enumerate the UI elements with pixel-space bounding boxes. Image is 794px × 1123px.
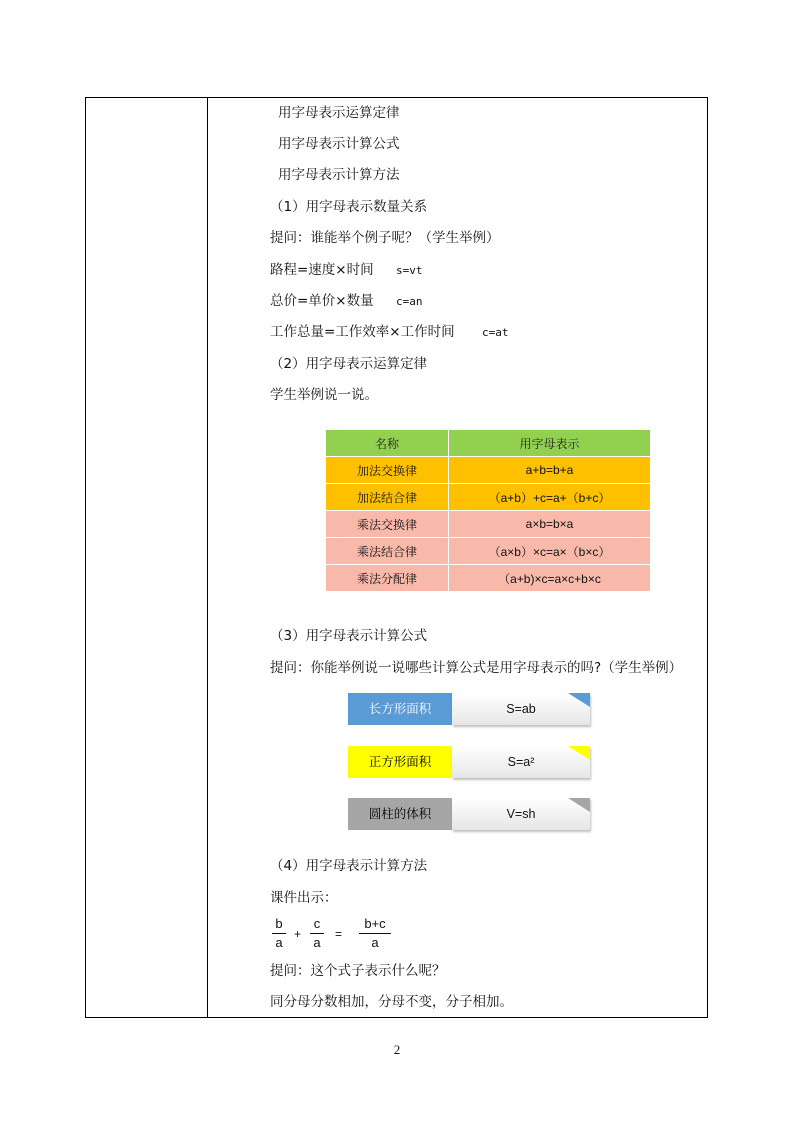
formula-card-cylinder-volume <box>348 798 590 830</box>
page-curl-icon <box>568 746 590 760</box>
law-expr-cell: a+b=b+a <box>449 457 651 484</box>
card-label: 圆柱的体积 <box>348 798 452 830</box>
card-formula: S=a² <box>452 746 590 778</box>
section-heading-4: （4）用字母表示计算方法 <box>270 858 428 874</box>
text-line: 总价=单价×数量 <box>270 293 374 309</box>
fraction <box>272 916 286 951</box>
denominator: a <box>371 935 379 950</box>
denominator: a <box>275 935 283 950</box>
law-expr-cell: （a+b)×c=a×c+b×c <box>449 565 651 592</box>
law-name-cell: 乘法分配律 <box>326 565 449 592</box>
law-name-cell: 加法交换律 <box>326 457 449 484</box>
table-header-row <box>326 430 651 457</box>
table-row <box>326 511 651 538</box>
numerator: b <box>275 916 283 931</box>
text-line: 用字母表示计算公式 <box>278 136 400 152</box>
law-expr-cell: （a×b）×c=a×（b×c） <box>449 538 651 565</box>
question-line: 提问：谁能举个例子呢？（学生举例） <box>270 230 500 246</box>
fraction <box>310 916 324 951</box>
section-heading-2: （2）用字母表示运算定律 <box>270 356 428 372</box>
table-row <box>326 565 651 592</box>
text-line: 学生举例说一说。 <box>270 387 378 403</box>
fraction-bar <box>272 933 286 934</box>
text-line: 用字母表示计算方法 <box>278 167 400 183</box>
fraction-bar <box>310 933 324 934</box>
plus-sign: + <box>294 927 302 941</box>
page-curl-icon <box>568 693 590 707</box>
fraction <box>359 916 391 951</box>
card-formula: V=sh <box>452 798 590 830</box>
law-name-cell: 乘法交换律 <box>326 511 449 538</box>
fraction-bar <box>359 933 391 934</box>
law-name-cell: 加法结合律 <box>326 484 449 511</box>
card-label: 长方形面积 <box>348 693 452 725</box>
numerator: c <box>313 916 321 931</box>
table-row <box>326 457 651 484</box>
formula-card-rectangle-area <box>348 693 590 725</box>
table-row <box>326 484 651 511</box>
page-number: 2 <box>393 1042 401 1057</box>
page-curl-icon <box>568 798 590 812</box>
column-divider <box>207 97 208 1018</box>
law-name-cell: 乘法结合律 <box>326 538 449 565</box>
law-expr-cell: a×b=b×a <box>449 511 651 538</box>
equals-sign: = <box>335 927 343 941</box>
text-line: 工作总量=工作效率×工作时间 <box>270 324 455 340</box>
text-line: 用字母表示运算定律 <box>278 105 400 121</box>
question-line: 提问：你能举例说一说哪些计算公式是用字母表示的吗?（学生举例） <box>270 660 683 676</box>
text-line: 同分母分数相加，分母不变，分子相加。 <box>270 994 513 1010</box>
question-line: 提问：这个式子表示什么呢？ <box>270 963 446 979</box>
table-header-cell: 名称 <box>326 430 449 457</box>
table-row <box>326 538 651 565</box>
section-heading-1: （1）用字母表示数量关系 <box>270 199 428 215</box>
table-header-cell: 用字母表示 <box>449 430 651 457</box>
formula-text: c=an <box>396 295 423 308</box>
card-formula: S=ab <box>452 693 590 725</box>
text-line: 路程=速度×时间 <box>270 262 374 278</box>
section-heading-3: （3）用字母表示计算公式 <box>270 628 428 644</box>
denominator: a <box>313 935 321 950</box>
law-expr-cell: （a+b）+c=a+（b+c） <box>449 484 651 511</box>
operation-laws-table <box>325 429 651 592</box>
formula-card-square-area <box>348 746 590 778</box>
formula-text: s=vt <box>396 264 423 277</box>
formula-text: c=at <box>482 326 509 339</box>
card-label: 正方形面积 <box>348 746 452 778</box>
numerator: b+c <box>364 916 386 931</box>
text-line: 课件出示： <box>270 890 338 906</box>
